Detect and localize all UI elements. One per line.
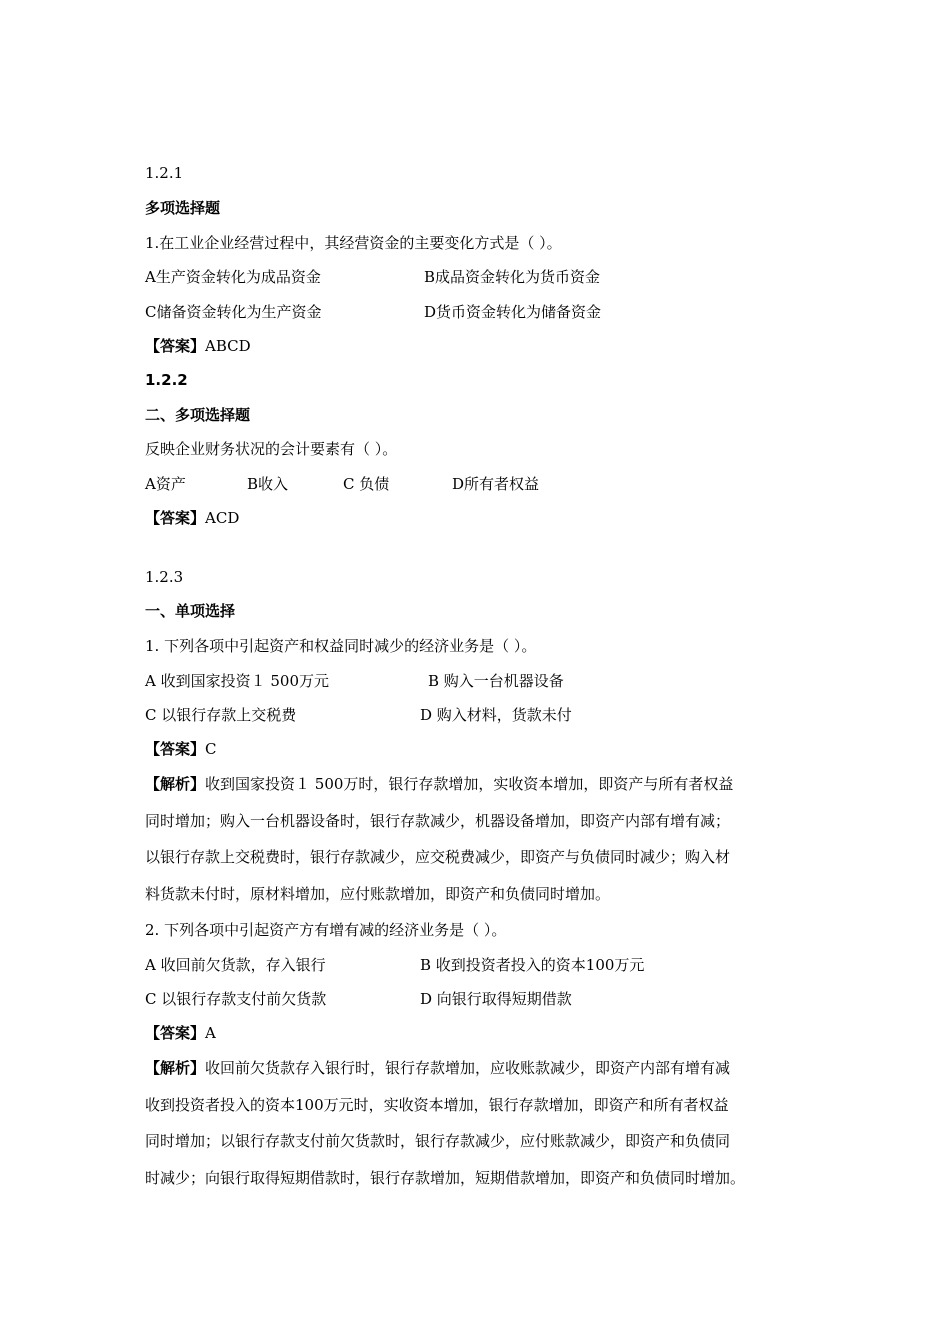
- analysis-paragraph: [145, 1058, 810, 1204]
- analysis-line: 时减少；向银行取得短期借款时，银行存款增加，短期借款增加，即资产和负债同时增加。: [145, 1168, 746, 1187]
- analysis-label: 【解析】: [145, 1059, 206, 1077]
- option-c: C 以银行存款支付前欠货款: [145, 990, 327, 1008]
- analysis-paragraph: [145, 774, 810, 920]
- answer-value: C: [205, 740, 217, 758]
- answer-line: [145, 1023, 216, 1043]
- analysis-line: 同时增加；以银行存款支付前欠货款时，银行存款减少，应付账款减少，即资产和负债同: [145, 1132, 731, 1150]
- answer-label: 【答案】: [145, 337, 206, 355]
- analysis-line: 料货款未付时，原材料增加，应付账款增加，即资产和负债同时增加。: [145, 884, 611, 903]
- answer-line: [145, 508, 239, 528]
- option-d: D货币资金转化为储备资金: [424, 303, 602, 321]
- option-a: A 收回前欠货款，存入银行: [145, 956, 326, 974]
- question-text: 2. 下列各项中引起资产方有增有减的经济业务是（ ）。: [145, 921, 507, 939]
- answer-line: [145, 336, 251, 356]
- answer-label: 【答案】: [145, 740, 206, 758]
- option-a: A生产资金转化为成品资金: [145, 268, 321, 286]
- section-heading: 多项选择题: [145, 199, 221, 217]
- question-text: 反映企业财务状况的会计要素有（ ）。: [145, 440, 398, 458]
- section-number: 1.2.3: [145, 568, 184, 586]
- option-a: A 收到国家投资１ 500万元: [145, 672, 329, 690]
- question-text: 1. 下列各项中引起资产和权益同时减少的经济业务是（ ）。: [145, 637, 537, 655]
- answer-label: 【答案】: [145, 509, 206, 527]
- option-b: B 购入一台机器设备: [428, 672, 564, 690]
- section-heading: 一、单项选择: [145, 602, 236, 620]
- analysis-label: 【解析】: [145, 775, 206, 793]
- section-number: 1.2.2: [145, 371, 188, 389]
- option-b: B收入: [247, 475, 289, 493]
- option-d: D 向银行取得短期借款: [420, 990, 572, 1008]
- option-c: C 以银行存款上交税费: [145, 706, 297, 724]
- answer-value: ABCD: [205, 337, 251, 355]
- option-d: D所有者权益: [452, 475, 540, 493]
- analysis-line: 【解析】收回前欠货款存入银行时，银行存款增加，应收账款减少，即资产内部有增有减: [145, 1059, 731, 1077]
- answer-line: [145, 739, 217, 759]
- answer-label: 【答案】: [145, 1024, 206, 1042]
- option-b: B成品资金转化为货币资金: [424, 268, 601, 286]
- question-text: 1.在工业企业经营过程中，其经营资金的主要变化方式是（ ）。: [145, 234, 562, 252]
- option-b: B 收到投资者投入的资本100万元: [420, 956, 645, 974]
- analysis-line: 【解析】收到国家投资１ 500万时，银行存款增加，实收资本增加，即资产与所有者权益: [145, 775, 734, 793]
- answer-value: A: [205, 1024, 216, 1042]
- option-c: C储备资金转化为生产资金: [145, 303, 322, 321]
- answer-value: ACD: [205, 509, 240, 527]
- analysis-line: 收到投资者投入的资本100万元时，实收资本增加，银行存款增加，即资产和所有者权益: [145, 1095, 729, 1114]
- option-a: A资产: [145, 475, 186, 493]
- option-d: D 购入材料，货款未付: [420, 706, 572, 724]
- analysis-line: 同时增加；购入一台机器设备时，银行存款减少，机器设备增加，即资产内部有增有减；: [145, 811, 731, 830]
- section-number: 1.2.1: [145, 164, 184, 182]
- analysis-line: 以银行存款上交税费时，银行存款减少，应交税费减少，即资产与负债同时减少；购入材: [145, 848, 731, 866]
- option-c: C 负债: [343, 475, 390, 493]
- section-heading: 二、多项选择题: [145, 406, 251, 424]
